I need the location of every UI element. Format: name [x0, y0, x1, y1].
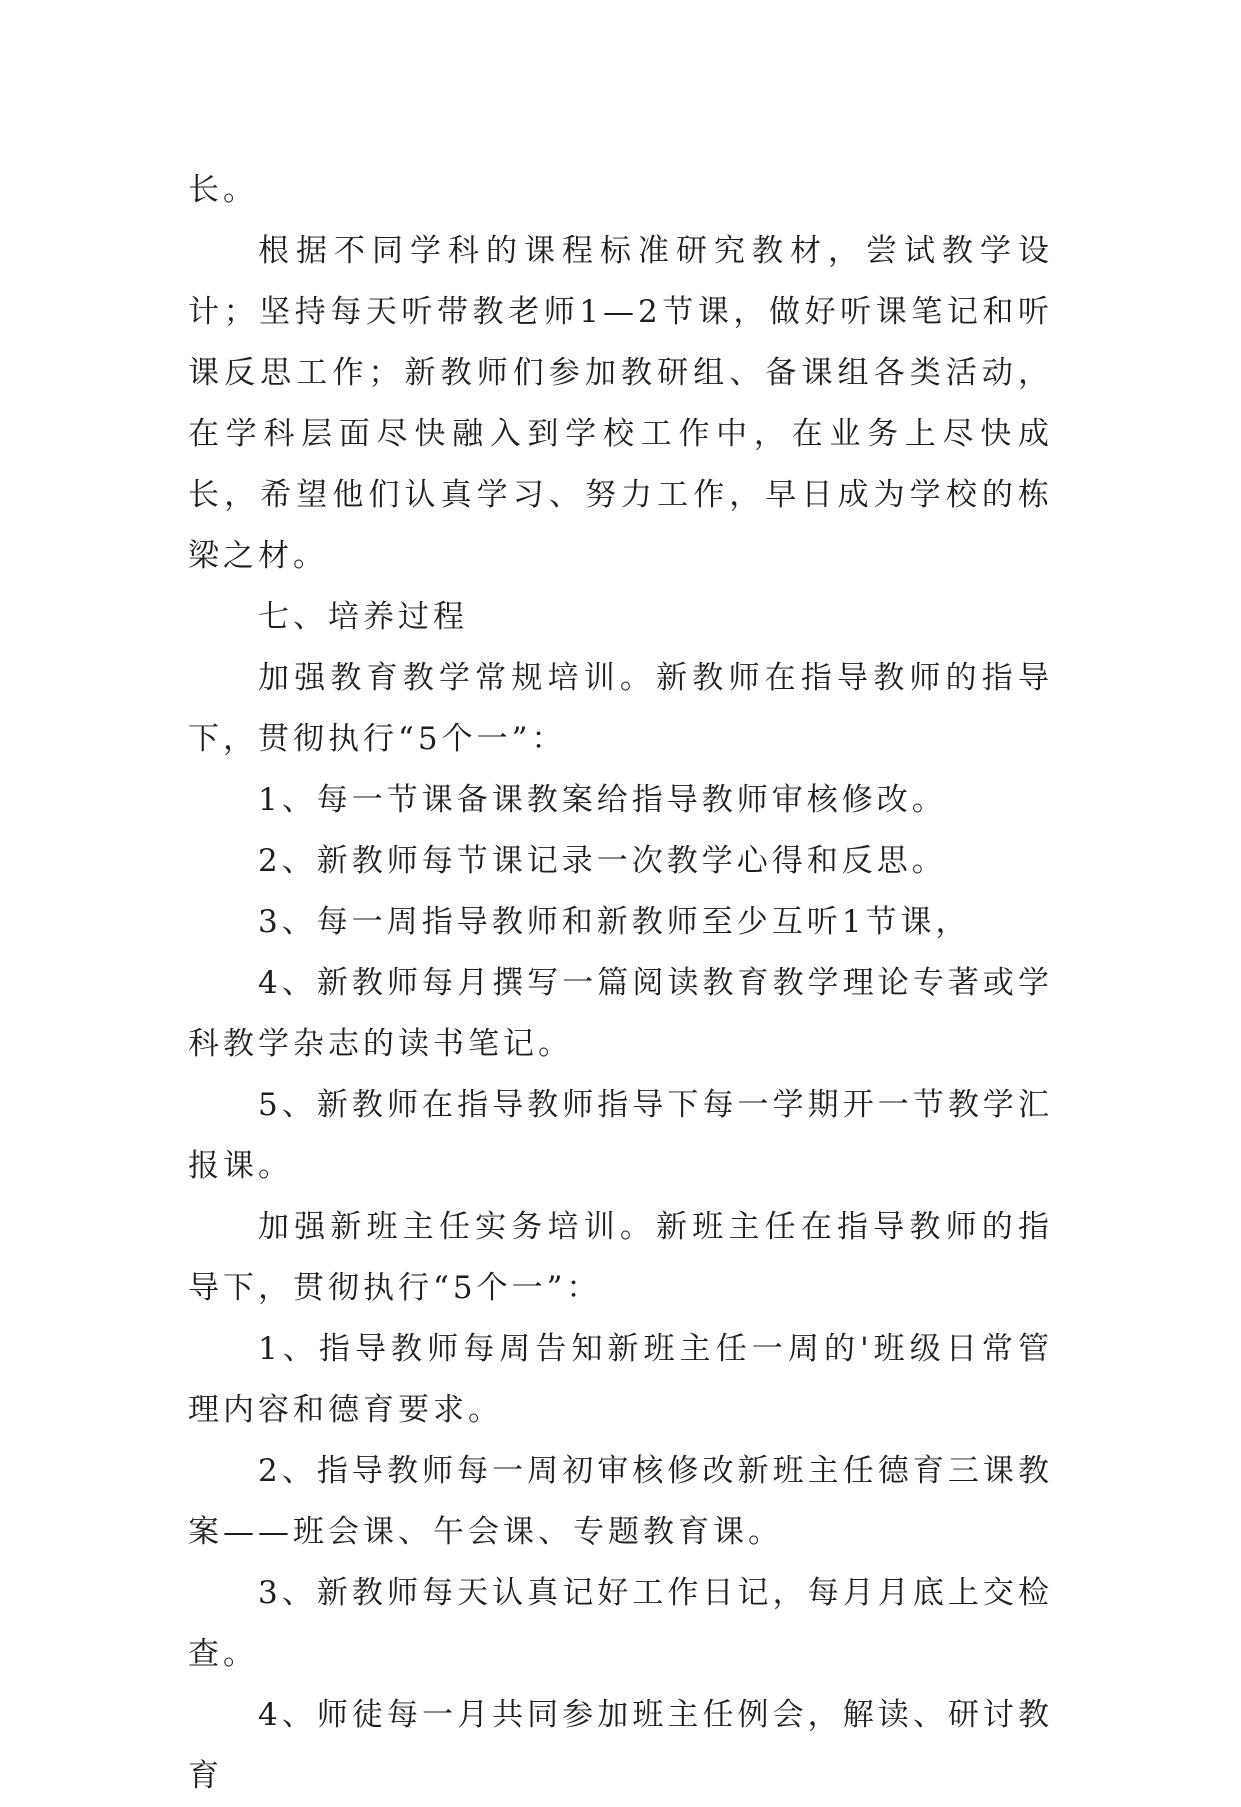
paragraph-study-plan: 根据不同学科的课程标准研究教材，尝试教学设计；坚持每天听带教老师1—2节课，做好听课笔记和听课反思工作；新教师们参加教研组、备课组各类活动，在学科层面尽快融入到学校工作中，在业务上尽快成长，希望他们认真学习、努力工作，早日成为学校的栋梁之材。	[188, 233, 1053, 574]
list-item-teaching-5: 5、新教师在指导教师指导下每一学期开一节教学汇报课。	[188, 1087, 1053, 1184]
section-heading-training-process: 七、培养过程	[258, 599, 468, 635]
list-item-teaching-2: 2、新教师每节课记录一次教学心得和反思。	[258, 843, 947, 879]
list-item-class-teacher-2: 2、指导教师每一周初审核修改新班主任德育三课教案——班会课、午会课、专题教育课。	[188, 1453, 1053, 1550]
list-item-teaching-4: 4、新教师每月撰写一篇阅读教育教学理论专著或学科教学杂志的读书笔记。	[188, 965, 1053, 1062]
list-item-class-teacher-1: 1、指导教师每周告知新班主任一周的'班级日常管理内容和德育要求。	[188, 1331, 1053, 1428]
list-item-teaching-3: 3、每一周指导教师和新教师至少互听1节课，	[258, 904, 971, 940]
paragraph-teaching-training-intro: 加强教育教学常规培训。新教师在指导教师的指导下，贯彻执行“5个一”：	[188, 660, 1053, 757]
list-item-class-teacher-4: 4、师徒每一月共同参加班主任例会，解读、研讨教育	[188, 1697, 1053, 1794]
paragraph-class-teacher-training-intro: 加强新班主任实务培训。新班主任在指导教师的指导下，贯彻执行“5个一”：	[188, 1209, 1053, 1306]
paragraph-continuation: 长。	[188, 172, 258, 208]
list-item-teaching-1: 1、每一节课备课教案给指导教师审核修改。	[258, 782, 947, 818]
list-item-class-teacher-3: 3、新教师每天认真记好工作日记，每月月底上交检查。	[188, 1575, 1053, 1672]
document-body	[188, 160, 1053, 1807]
